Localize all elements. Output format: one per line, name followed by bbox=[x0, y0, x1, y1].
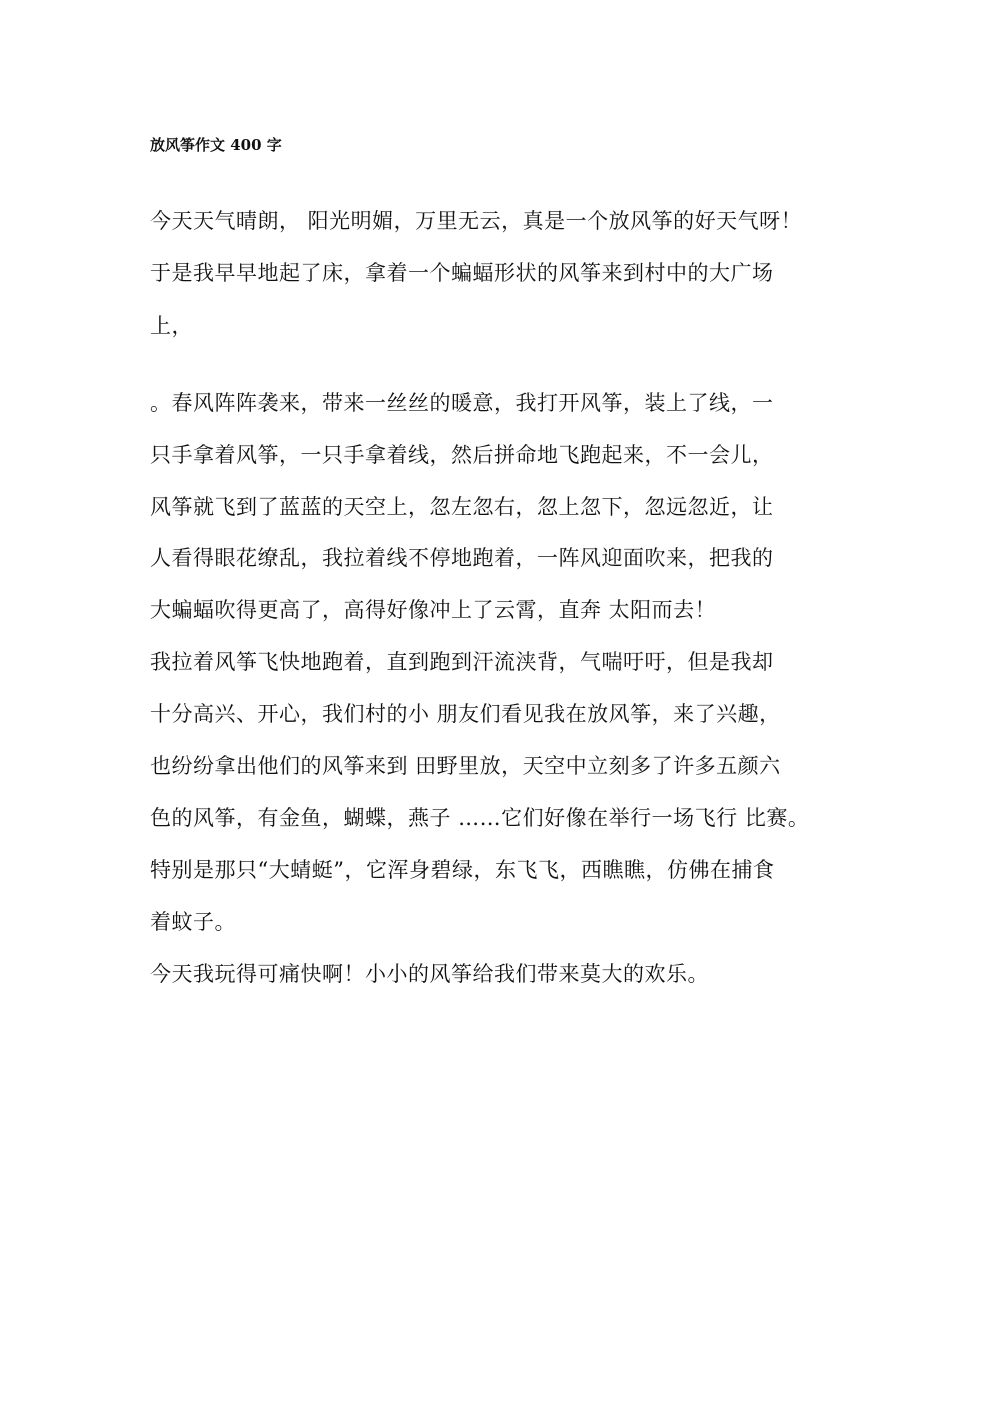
paragraph-line: 大蝙蝠吹得更高了，高得好像冲上了云霄，直奔 太阳而去！ bbox=[150, 598, 717, 622]
paragraph-line: 着蚊子。 bbox=[150, 910, 236, 934]
paragraph-line: 上， bbox=[150, 314, 193, 338]
paragraph-line: 色的风筝，有金鱼，蝴蝶，燕子 ……它们好像在举行一场飞行 比赛。 bbox=[150, 806, 810, 830]
paragraph-line: 今天我玩得可痛快啊！小小的风筝给我们带来莫大的欢乐。 bbox=[150, 962, 709, 986]
paragraph-line: 。春风阵阵袭来，带来一丝丝的暖意，我打开风筝，装上了线，一 bbox=[150, 391, 774, 415]
paragraph-line: 我拉着风筝飞快地跑着，直到跑到汗流浃背，气喘吁吁，但是我却 bbox=[150, 650, 774, 674]
document-title: 放风筝作文 400 字 bbox=[150, 136, 282, 154]
paragraph-line: 风筝就飞到了蓝蓝的天空上，忽左忽右，忽上忽下，忽远忽近，让 bbox=[150, 495, 774, 519]
paragraph-line: 也纷纷拿出他们的风筝来到 田野里放，天空中立刻多了许多五颜六 bbox=[150, 754, 781, 778]
paragraph-line: 只手拿着风筝，一只手拿着线，然后拼命地飞跑起来，不一会儿， bbox=[150, 443, 774, 467]
paragraph-line: 于是我早早地起了床，拿着一个蝙蝠形状的风筝来到村中的大广场 bbox=[150, 261, 774, 285]
paragraph-line: 人看得眼花缭乱，我拉着线不停地跑着，一阵风迎面吹来，把我的 bbox=[150, 546, 774, 570]
paragraph-line: 今天天气晴朗， 阳光明媚，万里无云，真是一个放风筝的好天气呀！ bbox=[150, 209, 803, 233]
paragraph-line: 十分高兴、开心，我们村的小 朋友们看见我在放风筝，来了兴趣， bbox=[150, 702, 781, 726]
paragraph-line: 特别是那只“大蜻蜓”，它浑身碧绿，东飞飞，西瞧瞧，仿佛在捕食 bbox=[150, 858, 775, 882]
